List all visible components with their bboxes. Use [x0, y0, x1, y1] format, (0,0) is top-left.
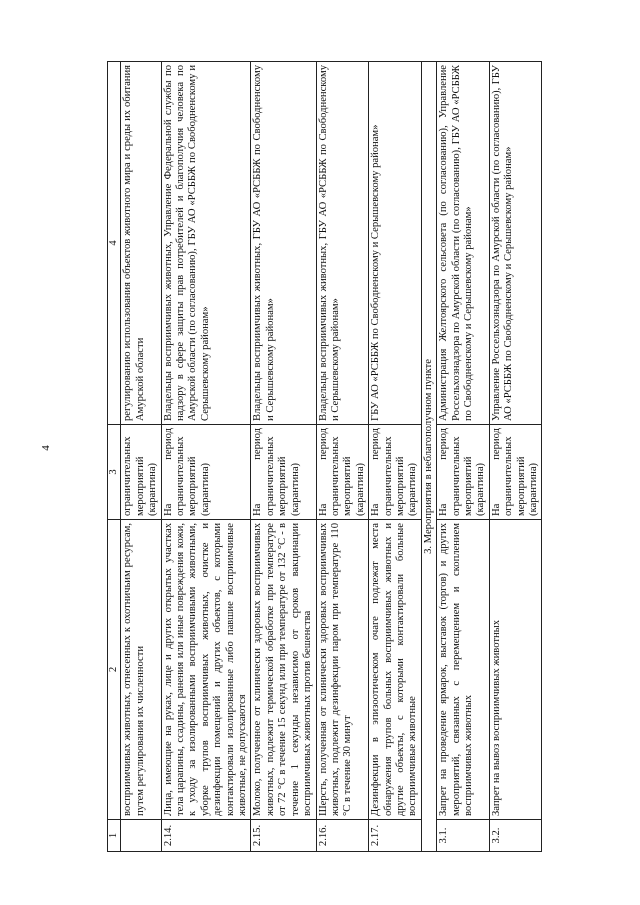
table-row: [437, 62, 490, 852]
header-col-3: 3: [108, 425, 121, 520]
page-number: 4: [40, 445, 52, 451]
row-responsible: Владельцы восприимчивых животных, ГБУ АО «РСББЖ по Свободненскому и Серышевскому районам»: [251, 62, 316, 425]
row-number: 2.17.: [369, 820, 422, 852]
row-number: 2.16.: [316, 820, 369, 852]
row-measure: Лица, имеющие на руках, лице и других открытых участках тела царапины, ссадины, ранения или иные повреждения кожи, к уходу за изолированными восприимчивыми животными, уборке трупов восприимчивых животных, очистке и дезинфекции помещений и других объектов, с которыми контактировали изолированные либо павшие восприимчивые животные, не допускаются: [161, 520, 251, 820]
row-measure: Молоко, полученное от клинически здоровых восприимчивых животных, подлежит термической обработке при температуре от 72 °С в течение 15 секунд или при температуре от 132 °С - в течение 1 секунды независимо от сроков вакцинации восприимчивых животных против бешенства: [251, 520, 316, 820]
header-col-2: 2: [108, 520, 121, 820]
row-period: На период ограничительных мероприятий (карантина): [251, 425, 316, 520]
row-period: На период ограничительных мероприятий (карантина): [437, 425, 490, 520]
row-number: 2.14.: [161, 820, 251, 852]
table-row: [316, 62, 369, 852]
row-number: 2.15.: [251, 820, 316, 852]
section-row: [421, 62, 436, 852]
row-measure: Запрет на вывоз восприимчивых животных: [489, 520, 542, 820]
row-measure: Дезинфекции в эпизоотическом очаге подлежат места обнаружения трупов больных восприимчивых животных и другие объекты, с которыми контактировали больные восприимчивые животные: [369, 520, 422, 820]
row-responsible: Управление Россельхознадзора по Амурской области (по согласованию), ГБУ АО «РСББЖ по Свободненскому и Серышевскому районам»: [489, 62, 542, 425]
table-row: [489, 62, 542, 852]
section-3-title: 3. Мероприятия в неблагополучном пункте: [421, 62, 436, 852]
row-period: ограничительных мероприятий (карантина): [121, 425, 161, 520]
row-responsible: регулированию использования объектов животного мира и среды их обитания Амурской области: [121, 62, 161, 425]
row-measure: восприимчивых животных, отнесенных к охотничьим ресурсам, путем регулирования их численности: [121, 520, 161, 820]
row-number: [121, 820, 161, 852]
table-row: [121, 62, 161, 852]
row-responsible: Владельцы восприимчивых животных, Управление Федеральной службы по надзору в сфере защиты прав потребителей и благополучия человека по Амурской области (по согласованию), ГБУ АО «РСББЖ по Свободненскому и Серышевскому районам»: [161, 62, 251, 425]
row-period: На период ограничительных мероприятий (карантина): [161, 425, 251, 520]
row-period: На период ограничительных мероприятий (карантина): [489, 425, 542, 520]
row-number: 3.1.: [437, 820, 490, 852]
row-responsible: Администрация Желтоярского сельсовета (по согласованию), Управление Россельхознадзора по Амурской области (по согласованию), ГБУ АО «РСББЖ по Свободненскому и Серышевскому районам»: [437, 62, 490, 425]
row-measure: Шерсть, полученная от клинически здоровых восприимчивых животных, подлежит дезинфекции паром при температуре 110 °С в течение 30 минут: [316, 520, 369, 820]
table-row: [251, 62, 316, 852]
measures-table: [107, 61, 542, 852]
row-period: На период ограничительных мероприятий (карантина): [369, 425, 422, 520]
row-measure: Запрет на проведение ярмарок, выставок (торгов) и других мероприятий, связанных с перемещением и скоплением восприимчивых животных: [437, 520, 490, 820]
row-responsible: Владельцы восприимчивых животных, ГБУ АО «РСББЖ по Свободненскому и Серышевскому районам»: [316, 62, 369, 425]
row-responsible: ГБУ АО «РСББЖ по Свободненскому и Серышевскому районам»: [369, 62, 422, 425]
table-row: [161, 62, 251, 852]
row-number: 3.2.: [489, 820, 542, 852]
rotated-page-content: [107, 62, 640, 852]
header-col-4: 4: [108, 62, 121, 425]
row-period: На период ограничительных мероприятий (карантина): [316, 425, 369, 520]
header-col-1: 1: [108, 820, 121, 852]
table-header-row: [108, 62, 121, 852]
table-row: [369, 62, 422, 852]
